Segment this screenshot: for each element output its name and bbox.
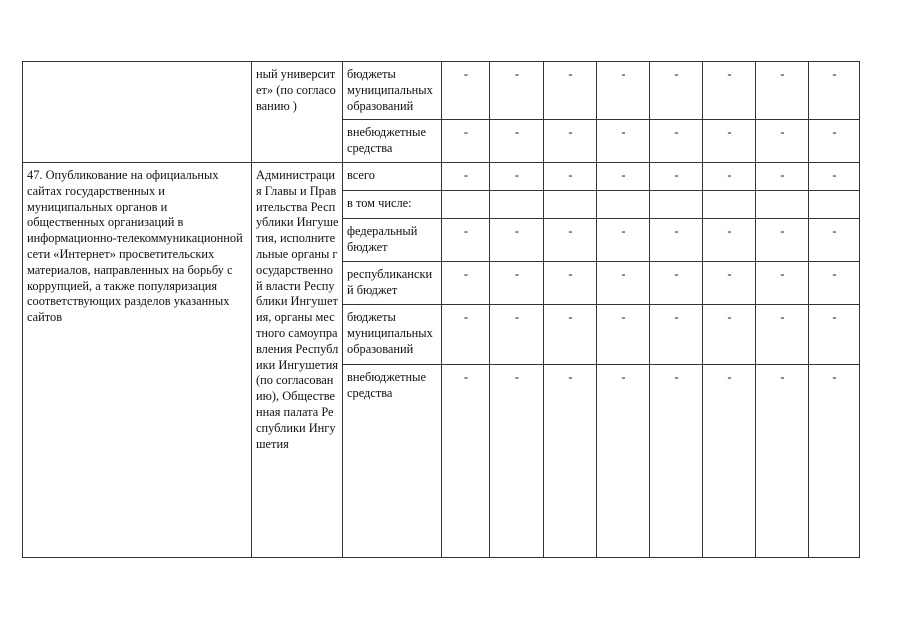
value-cell: - <box>756 62 809 120</box>
value-cell: - <box>756 120 809 163</box>
value-cell: - <box>544 163 597 191</box>
source-cell: бюджеты муниципальных образований <box>343 62 442 120</box>
measure-cell-empty <box>23 62 252 163</box>
value-cell: - <box>442 305 490 365</box>
value-cell: - <box>703 262 756 305</box>
value-cell <box>544 191 597 219</box>
value-cell: - <box>703 62 756 120</box>
value-cell: - <box>597 120 650 163</box>
value-cell: - <box>703 163 756 191</box>
value-cell <box>490 191 544 219</box>
value-cell: - <box>650 219 703 262</box>
value-cell: - <box>756 305 809 365</box>
value-cell: - <box>490 219 544 262</box>
value-cell: - <box>544 262 597 305</box>
value-cell: - <box>756 163 809 191</box>
source-cell: бюджеты муниципальных образований <box>343 305 442 365</box>
value-cell: - <box>442 262 490 305</box>
value-cell: - <box>442 365 490 558</box>
value-cell: - <box>490 163 544 191</box>
value-cell: - <box>442 62 490 120</box>
value-cell: - <box>809 163 860 191</box>
value-cell: - <box>756 365 809 558</box>
source-cell: внебюджетные средства <box>343 120 442 163</box>
value-cell: - <box>597 305 650 365</box>
value-cell: - <box>650 365 703 558</box>
value-cell: - <box>597 262 650 305</box>
value-cell: - <box>490 305 544 365</box>
value-cell: - <box>597 365 650 558</box>
value-cell: - <box>490 120 544 163</box>
value-cell: - <box>703 219 756 262</box>
value-cell: - <box>544 365 597 558</box>
source-cell: в том числе: <box>343 191 442 219</box>
value-cell: - <box>544 305 597 365</box>
source-cell: всего <box>343 163 442 191</box>
value-cell: - <box>597 62 650 120</box>
value-cell: - <box>756 219 809 262</box>
table-row <box>23 62 860 120</box>
value-cell <box>809 191 860 219</box>
value-cell: - <box>650 120 703 163</box>
value-cell <box>442 191 490 219</box>
value-cell: - <box>809 365 860 558</box>
value-cell: - <box>442 120 490 163</box>
source-cell: внебюджетные средства <box>343 365 442 558</box>
value-cell: - <box>809 120 860 163</box>
source-cell: республиканский бюджет <box>343 262 442 305</box>
value-cell: - <box>544 62 597 120</box>
value-cell: - <box>650 163 703 191</box>
value-cell <box>756 191 809 219</box>
value-cell: - <box>442 219 490 262</box>
source-cell: федеральный бюджет <box>343 219 442 262</box>
value-cell: - <box>703 120 756 163</box>
value-cell: - <box>442 163 490 191</box>
value-cell <box>703 191 756 219</box>
value-cell: - <box>650 262 703 305</box>
measure-cell: 47. Опубликование на официальных сайтах государственных и муниципальных органов и общественных организаций в информационно-телекоммуникационной сети «Интернет» просветительских материалов, направленных на борьбу с коррупцией, а также популяризация соответствующих разделов указанных сайтов <box>23 163 252 558</box>
value-cell: - <box>490 365 544 558</box>
value-cell: - <box>703 305 756 365</box>
value-cell: - <box>597 163 650 191</box>
value-cell <box>650 191 703 219</box>
value-cell: - <box>809 262 860 305</box>
value-cell: - <box>597 219 650 262</box>
value-cell: - <box>703 365 756 558</box>
budget-table <box>22 61 860 558</box>
value-cell: - <box>809 219 860 262</box>
value-cell <box>597 191 650 219</box>
value-cell: - <box>544 219 597 262</box>
value-cell: - <box>650 305 703 365</box>
executor-cell: Администрация Главы и Правительства Республики Ингушетия, исполнительные органы государственной власти Республики Ингушетия, органы местного самоуправления Республики Ингушетия (по согласованию), Общественная палата Республики Ингушетия <box>252 163 343 558</box>
executor-cell: ный университет» (по согласованию ) <box>252 62 343 163</box>
value-cell: - <box>544 120 597 163</box>
value-cell: - <box>809 62 860 120</box>
value-cell: - <box>756 262 809 305</box>
value-cell: - <box>490 262 544 305</box>
value-cell: - <box>650 62 703 120</box>
table-row <box>23 163 860 191</box>
value-cell: - <box>490 62 544 120</box>
value-cell: - <box>809 305 860 365</box>
